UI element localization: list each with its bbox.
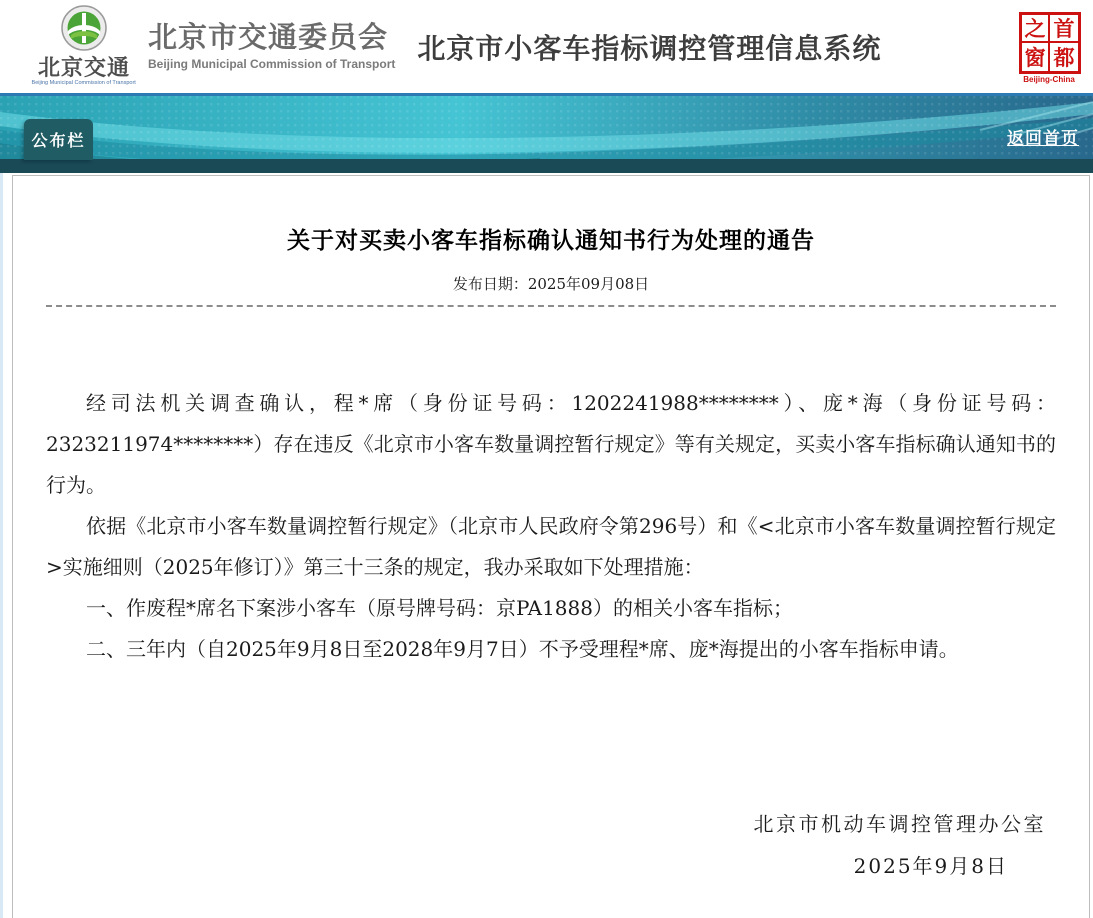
banner-bottom-bar <box>0 159 1093 173</box>
seal-char: 首 <box>1050 15 1078 43</box>
page-content-area <box>0 173 1093 901</box>
logo-name: 北京交通 <box>37 55 130 81</box>
notice-document <box>12 175 1090 918</box>
notice-paragraph: 依据《北京市小客车数量调控暂行规定》（北京市人民政府令第296号）和《<北京市小客车数量调控暂行规定>实施细则（2025年修订）》第三十三条的规定，我办采取如下处理措施： <box>46 514 1056 579</box>
banner <box>0 96 1093 159</box>
return-home-link[interactable]: 返回首页 <box>1007 129 1079 148</box>
beijing-jiaotong-emblem-icon <box>61 5 107 56</box>
signature-block <box>46 808 1056 879</box>
org-title-block <box>148 22 395 71</box>
signature-office: 北京市机动车调控管理办公室 <box>753 812 1046 836</box>
seal-char: 之 <box>1022 15 1050 43</box>
seal-char: 窗 <box>1022 43 1050 71</box>
seal-caption: Beijing-China <box>1023 75 1075 84</box>
logo-subtext: Beijing Municipal Commission of Transport <box>31 80 137 87</box>
capital-window-seal[interactable] <box>1019 12 1079 84</box>
notice-body <box>46 383 1056 670</box>
notice-title: 关于对买卖小客车指标确认通知书行为处理的通告 <box>287 227 815 254</box>
notice-paragraph: 一、作废程*席名下案涉小客车（原号牌号码：京PA1888）的相关小客车指标； <box>86 596 793 620</box>
tab-bulletin-board[interactable] <box>24 119 93 160</box>
site-header <box>0 0 1093 96</box>
notice-paragraph: 二、三年内（自2025年9月8日至2028年9月7日）不予受理程*席、庞*海提出的小客车指标申请。 <box>86 637 959 661</box>
system-title: 北京市小客车指标调控管理信息系统 <box>417 32 882 64</box>
tab-bulletin-board-label: 公布栏 <box>31 133 86 150</box>
banner-swoosh-graphic <box>0 96 1093 159</box>
org-subtitle: Beijing Municipal Commission of Transport <box>148 57 396 72</box>
seal-char: 都 <box>1053 44 1075 70</box>
notice-paragraph: 经司法机关调查确认，程*席（身份证号码：1202241988********）、庞*海（身份证号码：2323211974********）存在违反《北京市小客车数量调控暂行规定》等有关规定，买卖小客车指标确认通知书的行为。 <box>46 391 1056 497</box>
beijing-jiaotong-logo[interactable] <box>30 5 138 87</box>
seal-grid-icon <box>1019 12 1081 74</box>
signature-date: 2025年9月8日 <box>853 854 1008 878</box>
dashed-separator <box>46 305 1056 307</box>
org-title: 北京市交通委员会 <box>148 21 389 54</box>
publish-date: 发布日期：2025年09月08日 <box>452 275 650 293</box>
